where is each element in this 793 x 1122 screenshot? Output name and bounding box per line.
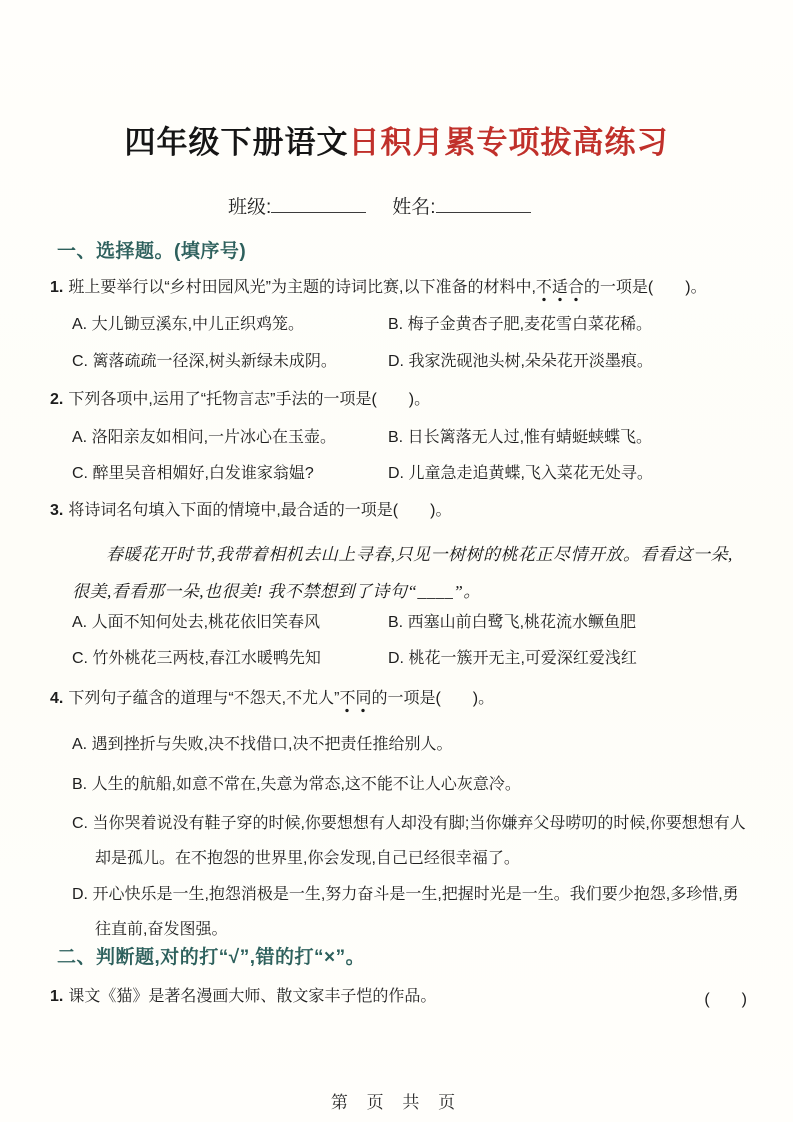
question-2-option-c: C. 醉里吴音相媚好,白发谁家翁媪?: [72, 465, 314, 482]
question-3-stem: [50, 500, 451, 522]
question-2-option-a: A. 洛阳亲友如相问,一片冰心在玉壶。: [72, 429, 337, 446]
page-footer: 第 页 共 页: [330, 1093, 463, 1112]
question-2-stem: [50, 389, 430, 411]
class-label: 班级:: [228, 197, 272, 218]
judgment-item-1: [50, 986, 436, 1008]
option-d-label: D.: [72, 886, 88, 903]
question-3-option-b: B. 西塞山前白鹭飞,桃花流水鳜鱼肥: [388, 614, 637, 631]
section-one-heading: 一、选择题。(填序号): [57, 241, 247, 262]
option-c-text: 当你哭着说没有鞋子穿的时候,你要想想有人却没有脚;当你嫌弃父母唠叨的时候,你要想想有人却是孤儿。在不抱怨的世界里,你会发现,自己已经很幸福了。: [92, 815, 746, 867]
question-4-option-c: [72, 806, 751, 876]
title-red-part: 日积月累专项拔高练习: [348, 124, 669, 160]
page-title: [0, 117, 793, 162]
question-4-option-d: [72, 877, 745, 947]
question-4-text-post: 的一项是( )。: [371, 690, 495, 707]
option-b-label: B.: [72, 776, 88, 793]
question-3-context-passage: [72, 536, 763, 610]
question-2-option-b: B. 日长篱落无人过,惟有蜻蜓蛱蝶飞。: [388, 429, 653, 446]
question-1-stem: [50, 277, 707, 299]
option-c-label: C.: [72, 815, 88, 832]
name-blank-field[interactable]: [436, 197, 531, 213]
section-two-heading: 二、判断题,对的打“√”,错的打“×”。: [57, 947, 366, 968]
question-1-option-c: C. 篱落疏疏一径深,树头新绿未成阴。: [72, 353, 337, 370]
question-4-option-b: [72, 767, 745, 802]
question-1-text-pre: 班上要举行以“乡村田园风光”为主题的诗词比赛,以下准备的材料中,: [68, 279, 536, 296]
judgment-item-1-number: 1.: [50, 988, 64, 1005]
question-3-option-d: D. 桃花一簇开无主,可爱深红爱浅红: [388, 650, 637, 667]
name-label: 姓名:: [392, 197, 436, 218]
question-2-option-d: D. 儿童急走追黄蝶,飞入菜花无处寻。: [388, 465, 653, 482]
question-3-number: 3.: [50, 502, 64, 519]
student-info-row: [228, 192, 531, 219]
question-4-text-pre: 下列句子蕴含的道理与“不怨天,不尤人”: [68, 690, 340, 707]
title-black-part: 四年级下册语文: [124, 124, 349, 160]
question-1-option-a: A. 大儿锄豆溪东,中儿正织鸡笼。: [72, 316, 305, 333]
question-4-stem: [50, 688, 494, 710]
question-3-option-c: C. 竹外桃花三两枝,春江水暖鸭先知: [72, 650, 321, 667]
question-3-text: 将诗词名句填入下面的情境中,最合适的一项是( )。: [68, 502, 452, 519]
question-1-text-post: 的一项是( )。: [583, 279, 707, 296]
judgment-item-1-text: 课文《猫》是著名漫画大师、散文家丰子恺的作品。: [68, 988, 437, 1005]
option-a-text: 遇到挫折与失败,决不找借口,决不把责任推给别人。: [91, 736, 453, 753]
option-b-text: 人生的航船,如意不常在,失意为常态,这不能不让人心灰意冷。: [91, 776, 521, 793]
question-4-option-a: [72, 727, 745, 762]
question-1-number: 1.: [50, 279, 64, 296]
question-2-number: 2.: [50, 391, 64, 408]
option-a-label: A.: [72, 736, 88, 753]
class-blank-field[interactable]: [271, 197, 366, 213]
judgment-item-1-answer-bracket[interactable]: ( ): [704, 991, 747, 1008]
question-1-option-b: B. 梅子金黄杏子肥,麦花雪白菜花稀。: [388, 316, 653, 333]
question-4-number: 4.: [50, 690, 64, 707]
question-3-option-a: A. 人面不知何处去,桃花依旧笑春风: [72, 614, 321, 631]
option-d-text: 开心快乐是一生,抱怨消极是一生,努力奋斗是一生,把握时光是一生。我们要少抱怨,多珍惜,勇往直前,奋发图强。: [92, 886, 739, 938]
question-1-emphasized-word: 不适合: [536, 279, 584, 302]
passage-line-2: 很美,看看那一朵,也很美! 我不禁想到了诗句“____”。: [72, 582, 481, 601]
question-4-emphasized-word: 不同: [339, 690, 371, 713]
passage-line-1-text: 春暖花开时节,我带着相机去山上寻春,只见一树树的桃花正尽情开放。看看这一朵,: [106, 545, 733, 564]
question-2-text: 下列各项中,运用了“托物言志”手法的一项是( )。: [68, 391, 431, 408]
passage-line-1: [72, 536, 763, 573]
question-1-option-d: D. 我家洗砚池头树,朵朵花开淡墨痕。: [388, 353, 653, 370]
